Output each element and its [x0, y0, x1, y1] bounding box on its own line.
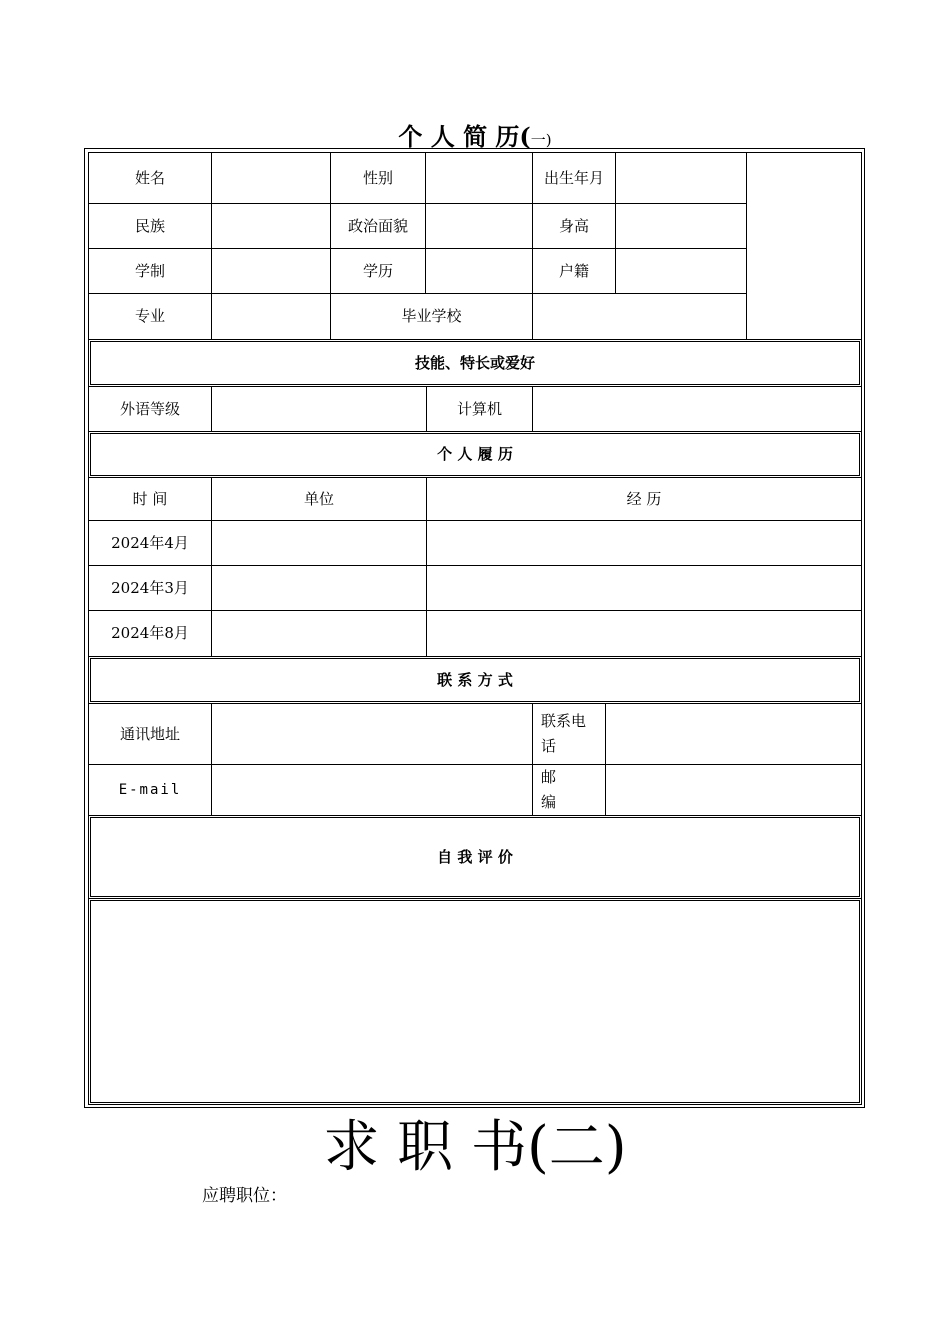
hukou-value[interactable] — [615, 248, 747, 294]
postcode-label: 邮编 — [532, 764, 606, 816]
history-col-unit: 单位 — [211, 477, 427, 521]
language-label: 外语等级 — [88, 386, 212, 432]
application-title: 求 职 书(二) — [323, 1115, 627, 1180]
postcode-value[interactable] — [605, 764, 862, 816]
education-value[interactable] — [425, 248, 533, 294]
schooling-label: 学制 — [88, 248, 212, 294]
political-value[interactable] — [425, 203, 533, 249]
self-eval-content[interactable] — [88, 898, 862, 1105]
skills-header: 技能、特长或爱好 — [88, 339, 862, 387]
ethnicity-value[interactable] — [211, 203, 331, 249]
birth-value[interactable] — [615, 152, 747, 204]
address-value[interactable] — [211, 703, 533, 765]
email-value[interactable] — [211, 764, 533, 816]
history-row-unit[interactable] — [211, 565, 427, 611]
computer-value[interactable] — [532, 386, 862, 432]
major-value[interactable] — [211, 293, 331, 340]
school-value[interactable] — [532, 293, 747, 340]
computer-label: 计算机 — [426, 386, 533, 432]
name-label: 姓名 — [88, 152, 212, 204]
schooling-value[interactable] — [211, 248, 331, 294]
history-col-experience: 经 历 — [426, 477, 862, 521]
political-label: 政治面貌 — [330, 203, 426, 249]
resume-title-suffix: 一) — [530, 131, 552, 149]
education-label: 学历 — [330, 248, 426, 294]
history-row-experience[interactable] — [426, 520, 862, 566]
address-label: 通讯地址 — [88, 703, 212, 765]
history-row-time: 2024年8月 — [88, 610, 212, 657]
self-eval-header: 自 我 评 价 — [88, 815, 862, 899]
gender-label: 性别 — [330, 152, 426, 204]
history-row-unit[interactable] — [211, 520, 427, 566]
resume-table — [84, 148, 865, 1108]
position-label: 应聘职位： — [202, 1186, 287, 1206]
contact-header: 联 系 方 式 — [88, 656, 862, 704]
resume-title-main: 个 人 简 历( — [398, 122, 531, 151]
history-row-time: 2024年3月 — [88, 565, 212, 611]
name-value[interactable] — [211, 152, 331, 204]
phone-value[interactable] — [605, 703, 862, 765]
photo-box[interactable] — [746, 152, 862, 340]
ethnicity-label: 民族 — [88, 203, 212, 249]
phone-label: 联系电话 — [532, 703, 606, 765]
gender-value[interactable] — [425, 152, 533, 204]
history-row-experience[interactable] — [426, 610, 862, 657]
hukou-label: 户籍 — [532, 248, 616, 294]
history-col-time: 时 间 — [88, 477, 212, 521]
email-label: E-mail — [88, 764, 212, 816]
major-label: 专业 — [88, 293, 212, 340]
history-row-unit[interactable] — [211, 610, 427, 657]
language-value[interactable] — [211, 386, 427, 432]
birth-label: 出生年月 — [532, 152, 616, 204]
history-row-time: 2024年4月 — [88, 520, 212, 566]
height-value[interactable] — [615, 203, 747, 249]
history-row-experience[interactable] — [426, 565, 862, 611]
school-label: 毕业学校 — [330, 293, 533, 340]
history-header: 个 人 履 历 — [88, 431, 862, 478]
height-label: 身高 — [532, 203, 616, 249]
